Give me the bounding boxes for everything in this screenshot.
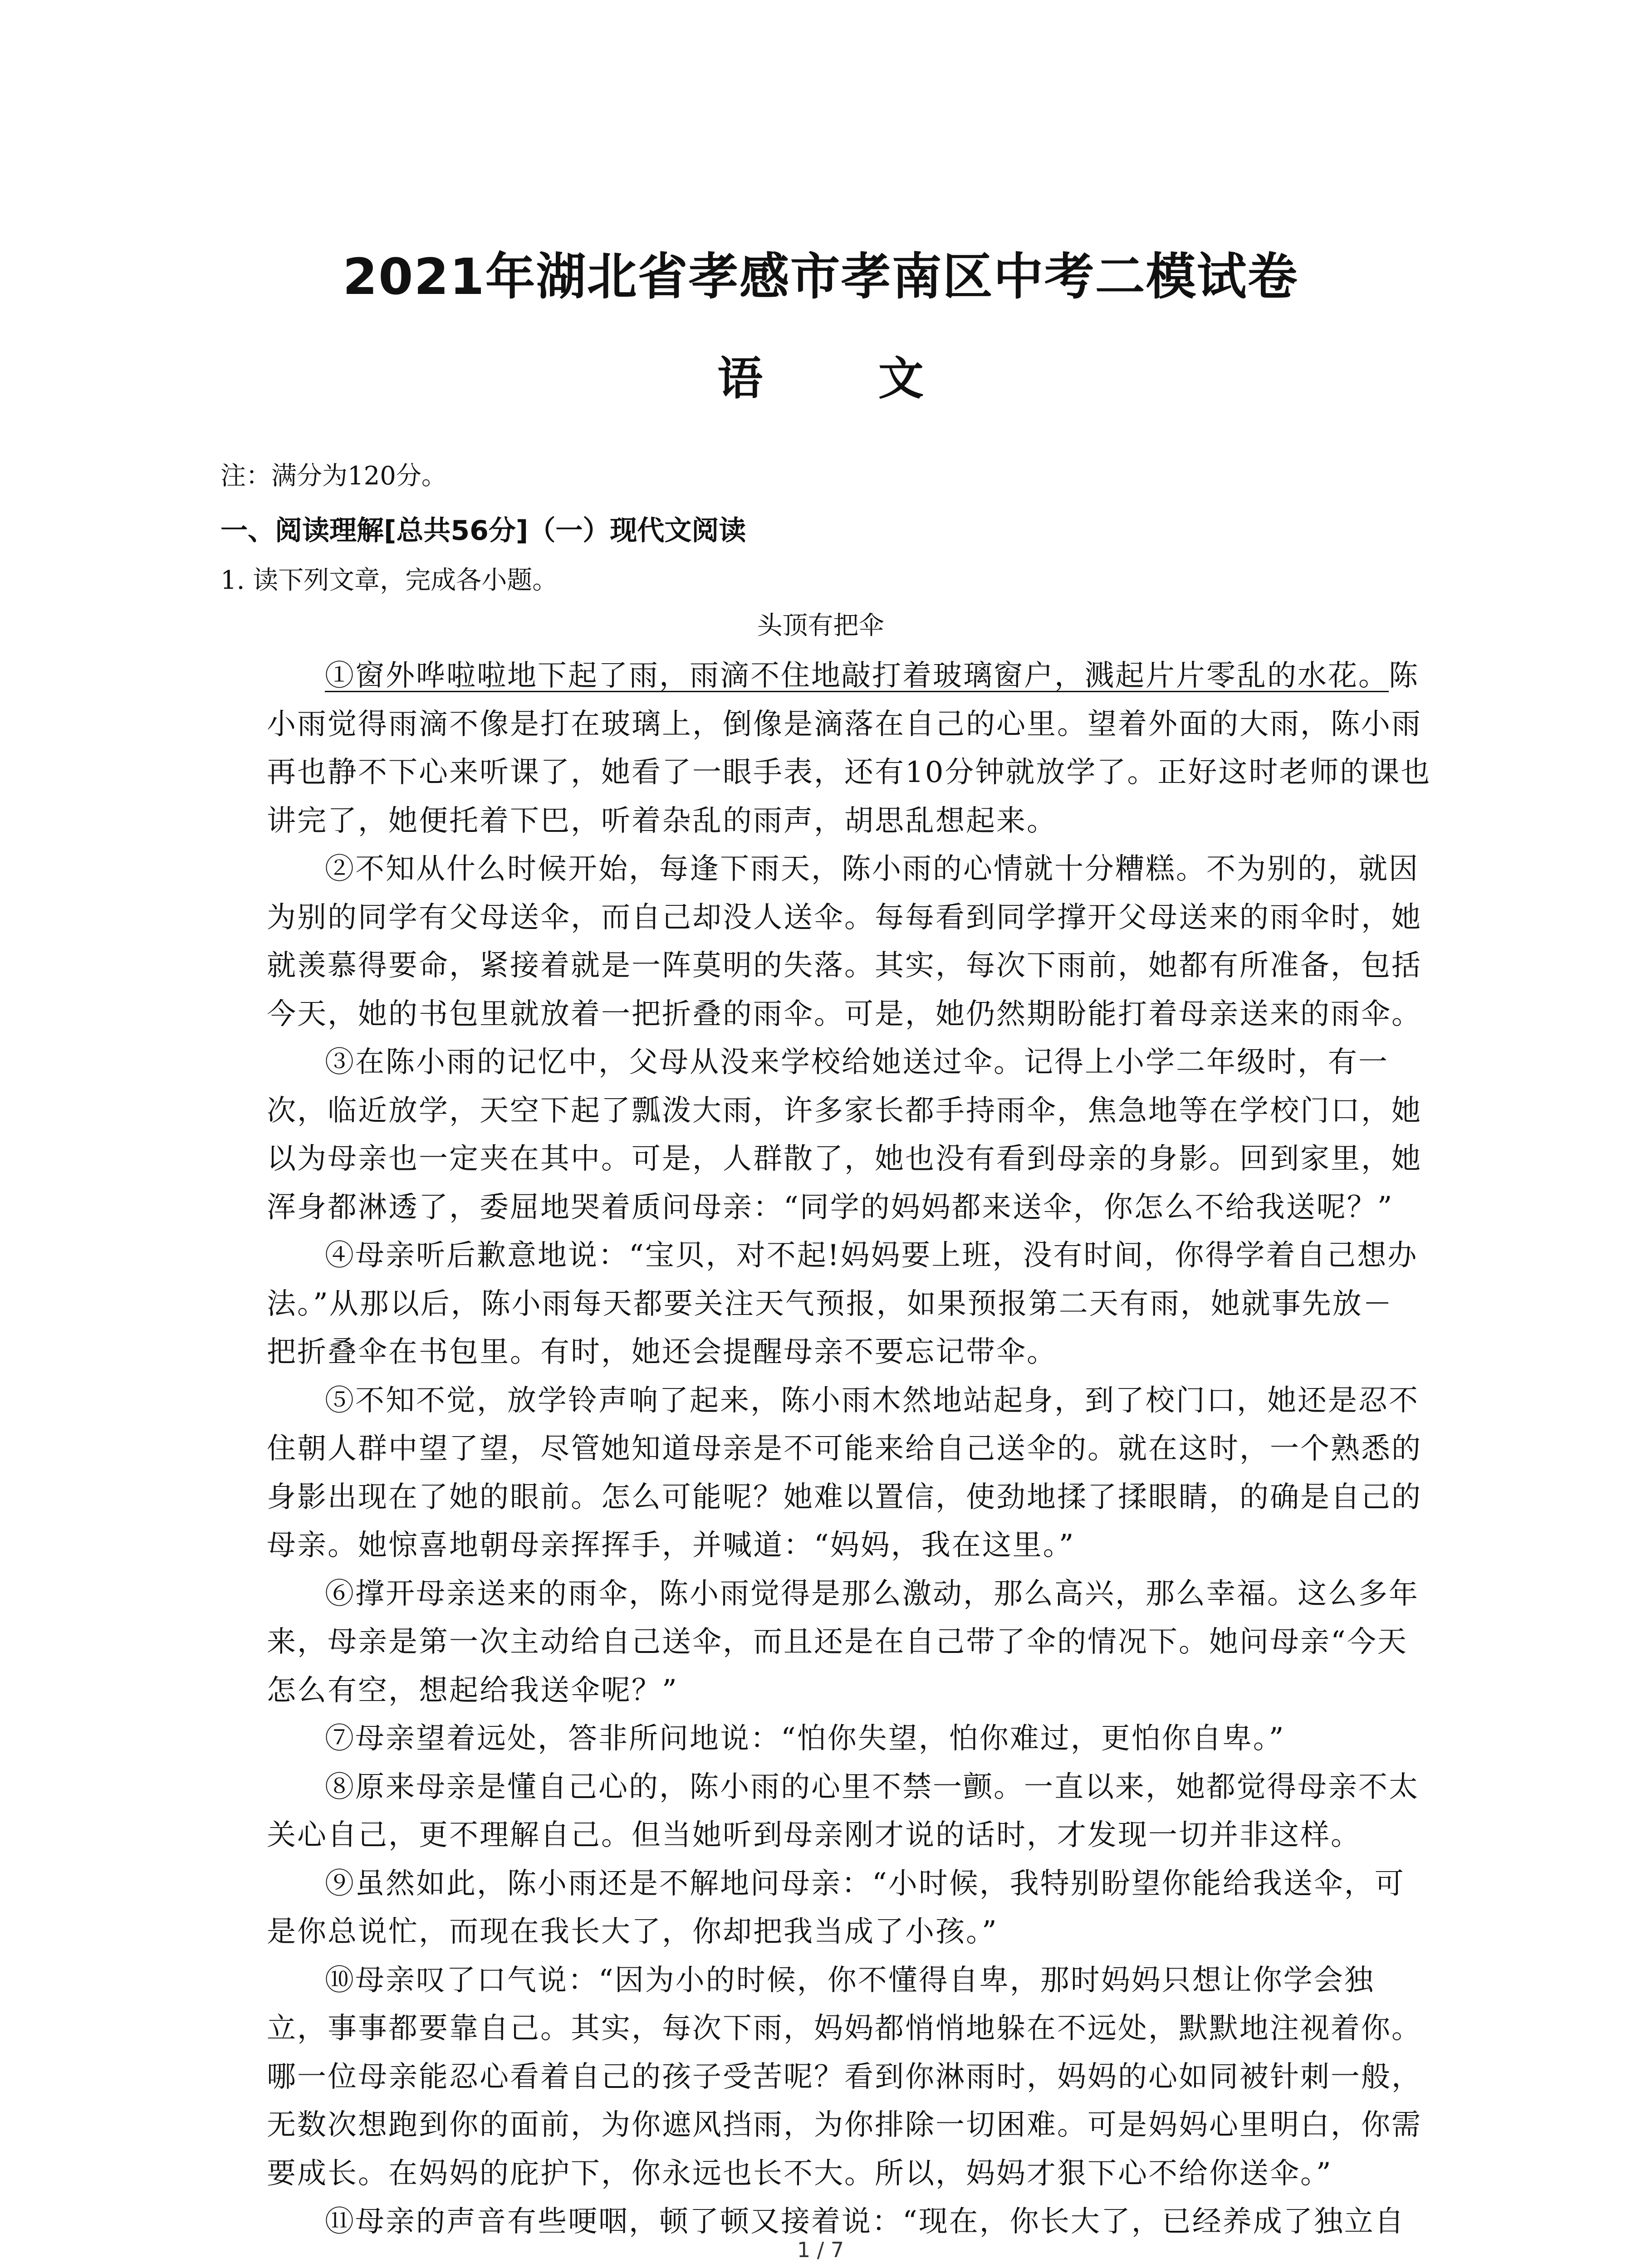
paragraph-line: ⑥撑开母亲送来的雨伞，陈小雨觉得是那么激动，那么高兴，那么幸福。这么多年: [325, 1577, 1419, 1611]
paragraph-line: ④母亲听后歉意地说：“宝贝，对不起!妈妈要上班，没有时间，你得学着自己想办: [325, 1239, 1418, 1272]
paragraph-line: ⑤不知不觉，放学铃声响了起来，陈小雨木然地站起身，到了校门口，她还是忍不: [325, 1383, 1419, 1418]
paragraph-line: 身影出现在了她的眼前。怎么可能呢？她难以置信，使劲地揉了揉眼睛，的确是自己的: [267, 1480, 1422, 1514]
paragraph-line: 次，临近放学，天空下起了瓢泼大雨，许多家长都手持雨伞，焦急地等在学校门口，她: [267, 1094, 1422, 1128]
score-note: 注：满分为120分。: [220, 461, 447, 491]
paragraph-line: 来，母亲是第一次主动给自己送伞，而且还是在自己带了伞的情况下。她问母亲“今天: [267, 1625, 1408, 1659]
paragraph-line: 住朝人群中望了望，尽管她知道母亲是不可能来给自己送伞的。就在这时，一个熟悉的: [267, 1432, 1422, 1466]
paragraph-1-line-1: [267, 652, 1428, 700]
paragraph-line: 讲完了，她便托着下巴，听着杂乱的雨声，胡思乱想起来。: [267, 804, 1057, 838]
paragraph-line: ⑧原来母亲是懂自己心的，陈小雨的心里不禁一颤。一直以来，她都觉得母亲不太: [325, 1770, 1419, 1804]
subject-title: 语 文: [717, 352, 974, 405]
article-body: [267, 652, 1431, 2246]
paragraph-line: ②不知从什么时候开始，每逢下雨天，陈小雨的心情就十分糟糕。不为别的，就因: [325, 852, 1419, 886]
paragraph-line: 小雨觉得雨滴不像是打在玻璃上，倒像是滴落在自己的心里。望着外面的大雨，陈小雨: [267, 707, 1422, 741]
paragraph-line: 无数次想跑到你的面前，为你遮风挡雨，为你排除一切困难。可是妈妈心里明白，你需: [267, 2108, 1422, 2142]
paragraph-line: ⑦母亲望着远处，答非所问地说：“怕你失望，怕你难过，更怕你自卑。”: [325, 1722, 1285, 1755]
paragraph-line: ③在陈小雨的记忆中，父母从没来学校给她送过伞。记得上小学二年级时，有一: [325, 1046, 1389, 1079]
paragraph-text: 陈: [1389, 659, 1419, 693]
paragraph-line: 要成长。在妈妈的庇护下，你永远也长不大。所以，妈妈才狠下心不给你送伞。”: [267, 2156, 1332, 2190]
paragraph-line: 再也静不下心来听课了，她看了一眼手表，还有10分钟就放学了。正好这时老师的课也: [267, 756, 1431, 789]
paragraph-line: 关心自己，更不理解自己。但当她听到母亲刚才说的话时，才发现一切并非这样。: [267, 1818, 1361, 1852]
question-instruction: 1. 读下列文章，完成各小题。: [220, 566, 558, 595]
paragraph-line: 把折叠伞在书包里。有时，她还会提醒母亲不要忘记带伞。: [267, 1335, 1057, 1369]
underlined-sentence: ①窗外哗啦啦地下起了雨，雨滴不住地敲打着玻璃窗户，溅起片片零乱的水花。: [325, 659, 1389, 693]
paragraph-line: 哪一位母亲能忍心看着自己的孩子受苦呢？看到你淋雨时，妈妈的心如同被针刺一般，: [267, 2060, 1422, 2094]
paragraph-line: 母亲。她惊喜地朝母亲挥挥手，并喊道：“妈妈，我在这里。”: [267, 1529, 1075, 1562]
paragraph-line: 为别的同学有父母送伞，而自己却没人送伞。每每看到同学撑开父母送来的雨伞时，她: [267, 900, 1422, 934]
paragraph-line: 今天，她的书包里就放着一把折叠的雨伞。可是，她仍然期盼能打着母亲送来的雨伞。: [267, 997, 1422, 1031]
paragraph-line: 就羡慕得要命，紧接着就是一阵莫明的失落。其实，每次下雨前，她都有所准备，包括: [267, 949, 1422, 982]
page-number: 1 / 7: [797, 2238, 844, 2262]
paragraph-line: 以为母亲也一定夹在其中。可是，人群散了，她也没有看到母亲的身影。回到家里，她: [267, 1142, 1422, 1176]
paragraph-line: 怎么有空，想起给我送伞呢？”: [267, 1673, 678, 1707]
article-title: 头顶有把伞: [757, 611, 884, 640]
paragraph-line: ⑩母亲叹了口气说：“因为小的时候，你不懂得自卑，那时妈妈只想让你学会独: [325, 1963, 1375, 1997]
paragraph-line: 是你总说忙，而现在我长大了，你却把我当成了小孩。”: [267, 1915, 998, 1949]
paragraph-line: 法。”从那以后，陈小雨每天都要关注天气预报，如果预报第二天有雨，她就事先放－: [267, 1287, 1393, 1321]
paragraph-line: ⑨虽然如此，陈小雨还是不解地问母亲：“小时候，我特别盼望你能给我送伞，可: [325, 1867, 1405, 1901]
paragraph-line: ⑪母亲的声音有些哽咽，顿了顿又接着说：“现在，你长大了，已经养成了独立自: [325, 2205, 1405, 2239]
paragraph-line: 浑身都淋透了，委屈地哭着质问母亲：“同学的妈妈都来送伞，你怎么不给我送呢？”: [267, 1190, 1394, 1224]
section-heading: 一、阅读理解[总共56分]（一）现代文阅读: [220, 515, 746, 547]
paragraph-line: 立，事事都要靠自己。其实，每次下雨，妈妈都悄悄地躲在不远处，默默地注视着你。: [267, 2012, 1422, 2045]
exam-title: 2021年湖北省孝感市孝南区中考二模试卷: [343, 248, 1298, 306]
